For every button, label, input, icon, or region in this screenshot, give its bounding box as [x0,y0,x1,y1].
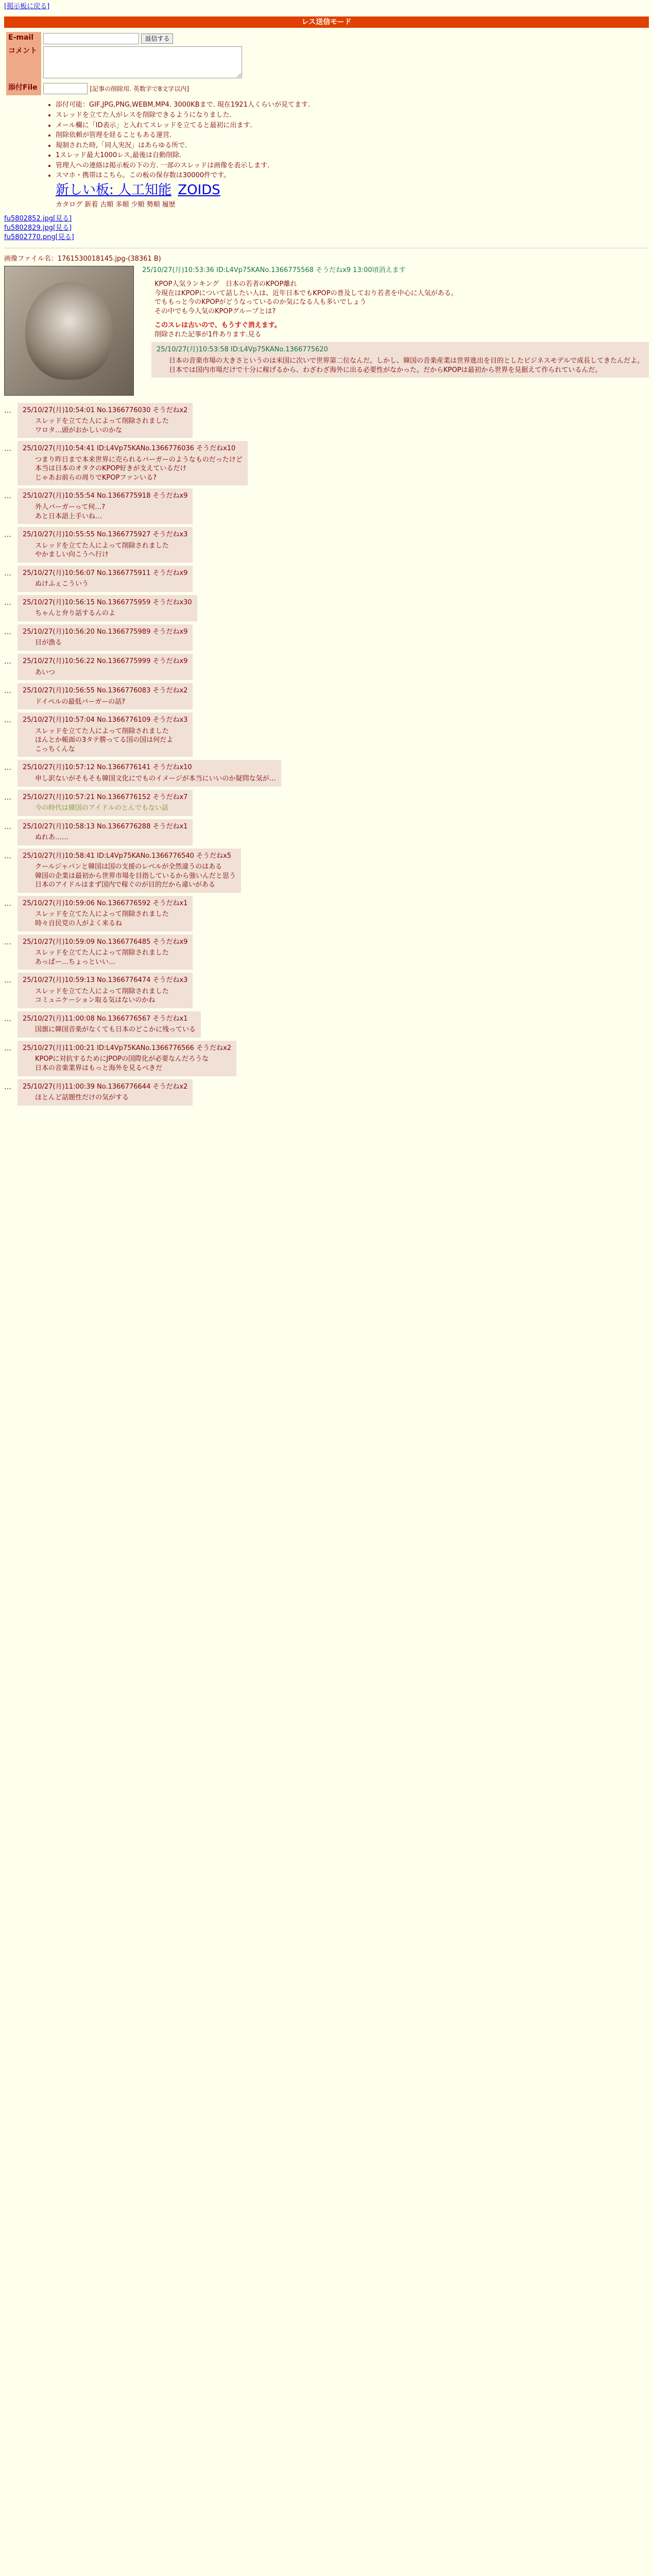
reply-box [18,790,193,816]
reply-dash: … [4,628,11,636]
reply-line: 時々自民党の人がよく来るね [35,919,123,927]
reply-dash: … [4,938,11,946]
reply-row [4,1079,649,1106]
reply-row [4,790,649,816]
reply-header: 25/10/27(月)10:59:13 No.1366776474 そうだねx3 [23,976,188,985]
file-link[interactable]: fu5802852.jpg[見る] [4,215,72,223]
reply-row [4,595,649,621]
category-link-ai[interactable]: 新しい板: 人工知能 [56,182,172,198]
reply-line: 国旗に韓国音楽がなくても日本のどこかに残っている [35,1026,196,1034]
reply-row [4,527,649,563]
reply-box [18,527,193,563]
op-line: 今現在はKPOPについて話したい人は、近年日本でもKPOPの普及しており若者を中心に人気がある。 [154,289,458,297]
reply-dash: … [4,1044,11,1053]
reply-dash: … [4,1014,11,1023]
file-links [4,214,649,242]
reply-box [18,566,193,592]
catalog-links[interactable]: カタログ 新着 古順 多順 少順 勢順 履歴 [56,200,176,209]
reply-row [4,441,649,485]
reply-header: 25/10/27(月)10:56:07 No.1366775911 そうだねx9 [23,569,188,577]
reply-dash: … [4,899,11,908]
rule-item: • 1スレッド最大1000レス,最後は自動削除. [56,151,649,160]
reply-box [18,654,193,680]
reply-dash: … [4,569,11,578]
op-quote-header: 25/10/27(月)10:53:58 ID:L4Vp75KANo.1366775620 [157,346,328,354]
reply-box [18,488,193,524]
reply-dash: … [4,822,11,831]
reply-box [18,1079,193,1106]
rule-item: • 添付可能：GIF,JPG,PNG,WEBM,MP4. 3000KBまで. 現在1921人くらいが見てます. [56,100,649,110]
reply-line: ほとんど話題性だけの気がする [35,1094,129,1102]
file-link[interactable]: fu5802829.jpg[見る] [4,224,72,232]
reply-dash: … [4,406,11,415]
reply-header: 25/10/27(月)10:56:55 No.1366776083 そうだねx2 [23,687,188,695]
deleted-note[interactable]: 削除された記事が1件あります.見る [154,330,262,338]
reply-dash: … [4,445,11,453]
reply-header: 25/10/27(月)10:57:04 No.1366776109 そうだねx3 [23,716,188,724]
reply-header: 25/10/27(月)10:57:12 No.1366776141 そうだねx10 [23,764,192,772]
reply-header: 25/10/27(月)10:55:54 No.1366775918 そうだねx9 [23,492,188,500]
op-line: KPOP人気ランキング 日本の若者のKPOP離れ [154,280,297,289]
reply-line: 本当は日本のオタクのKPOP好きが支えているだけ [35,465,187,473]
reply-line: 日本の音楽業界はもっと海外を見るべきだ [35,1064,163,1072]
reply-header: 25/10/27(月)11:00:08 No.1366776567 そうだねx1 [23,1014,188,1023]
expire-warning: このスレは古いので、もうすぐ消えます。 [154,321,281,330]
reply-line: スレッドを立てた人によって削除されました [35,727,169,735]
email-field[interactable] [43,33,139,44]
reply-line: じゃあお前らの周りでKPOPファンいる? [35,473,157,482]
reply-box [18,973,193,1008]
reply-dash: … [4,1082,11,1091]
reply-line: ほんとか帳面の3タテ勝ってる国の国は何だよ [35,736,174,744]
reply-line: ワロタ…頭がおかしいのかな [35,426,123,434]
op-thumbnail-image[interactable] [4,266,134,396]
reply-line: やかましい向こうへ行け [35,551,109,559]
reply-row [4,1041,649,1076]
reply-line: あいつ [35,668,56,676]
post-form [6,32,244,96]
reply-line: 今の時代は韓国のアイドルのとんでもない話 [35,804,168,812]
reply-box [18,896,193,931]
reply-line: こっちくんな [35,745,75,753]
reply-line: スレッドを立てた人によって削除されました [35,541,169,550]
reply-header: 25/10/27(月)11:00:39 No.1366776644 そうだねx2 [23,1082,188,1091]
reply-header: 25/10/27(月)10:59:09 No.1366776485 そうだねx9 [23,938,188,946]
reply-line: ドイベルの最低バーガーの話? [35,698,125,706]
reply-line: 申し訳ないがそもそも韓国文化にでものイメージが本当にいいのか疑問な気が… [35,774,276,783]
reply-row [4,488,649,524]
reply-line: ちゃんと弁り話するんのよ [35,609,116,618]
reply-box [18,403,193,438]
reply-line: スレッドを立てた人によって削除されました [35,910,169,919]
reply-header: 25/10/27(月)11:00:21 ID:L4Vp75KANo.1366776566 そうだねx2 [23,1044,232,1052]
reply-box [18,624,193,651]
reply-dash: … [4,492,11,501]
reply-dash: … [4,531,11,539]
op-quote-text: 日本の音楽市場の大きさというのは米国に次いで世界第二位なんだ。しかし、韓国の音楽産業は世界進出を目的としたビジネスモデルで成長してきたんだよ。日本では国内市場だけで十分に稼げるから、わざわざ海外に出る必要性がなかった。だからKPOPは最初から世界を見据えて作られているんだ。 [169,357,644,374]
reply-row [4,973,649,1008]
reply-box [18,441,248,485]
reply-header: 25/10/27(月)10:58:41 ID:L4Vp75KANo.1366776540 そうだねx5 [23,852,232,860]
reply-box [18,683,193,709]
delete-key-input[interactable] [43,83,88,94]
reply-box [18,713,193,757]
reply-row [4,713,649,757]
rules-list [35,100,649,209]
reply-line: スレッドを立てた人によって削除されました [35,949,169,957]
reply-row [4,624,649,651]
reply-dash: … [4,598,11,607]
reply-line: ぬけふぇこういう [35,580,89,588]
op-file-line: 画像ファイル名：1761530018145.jpg-(38361 B) [4,255,161,263]
reply-line: 日本のアイドルはまず国内で稼ぐのが目的だから違いがある [35,881,215,889]
category-line [56,181,649,199]
reply-header: 25/10/27(月)10:56:20 No.1366775989 そうだねx9 [23,628,188,636]
reply-header: 25/10/27(月)10:56:22 No.1366775999 そうだねx9 [23,657,188,666]
reply-line: コミュニケーション取る気はないのかね [35,996,156,1005]
reply-header: 25/10/27(月)10:55:55 No.1366775927 そうだねx3 [23,531,188,539]
reply-header: 25/10/27(月)10:59:06 No.1366776592 そうだねx1 [23,899,188,907]
reply-box [18,935,193,970]
send-button[interactable]: 返信する [141,33,173,44]
rule-item: • 削除依頼が管理を経ることもある運営. [56,131,649,140]
reply-box [18,1041,236,1076]
reply-line: あと日本語上手いね… [35,512,102,520]
reply-line: 目が漁る [35,639,62,647]
reply-row [4,683,649,709]
rule-item: • 管理人への連絡は掲示板の下の方. 一部のスレッドは画像を表示します. [56,161,649,171]
reply-line: スレッドを立てた人によって削除されました [35,417,169,426]
reply-row [4,819,649,845]
file-hint: [記事の削除用. 英数字で8文字以内] [90,85,190,93]
reply-box [18,760,281,786]
reply-dash: … [4,976,11,985]
file-label: 添付File [6,82,41,95]
reply-line: クールジャパンと韓国は国の支援のレベルが全然違うのはある [35,863,222,871]
rule-item: • スマホ・携帯はこちら。この板の保存数は30000件です。 [56,171,649,180]
op-body [142,266,649,396]
op-line: その中でも今人気のKPOPグループとは? [154,307,276,315]
reply-header: 25/10/27(月)10:57:21 No.1366776152 そうだねx7 [23,793,188,801]
reply-line: スレッドを立てた人によって削除されました [35,987,169,995]
back-to-board-link[interactable]: [掲示板に戻る] [4,3,50,10]
reply-dash: … [4,716,11,725]
reply-dash: … [4,764,11,772]
reply-row [4,760,649,786]
email-label: E-mail [6,32,41,45]
reply-header: 25/10/27(月)10:54:01 No.1366776030 そうだねx2 [23,406,188,414]
reply-header: 25/10/27(月)10:56:15 No.1366775959 そうだねx30 [23,598,192,606]
top-nav [4,2,649,11]
comment-textarea[interactable] [43,46,242,78]
reply-line: 外人バーガーって何…? [35,503,106,512]
reply-header: 25/10/27(月)10:58:13 No.1366776288 そうだねx1 [23,822,188,831]
reply-line: ぬれあ…… [35,834,69,842]
reply-dash: … [4,793,11,802]
reply-row [4,654,649,680]
reply-row [4,896,649,931]
rule-item: • スレッドを立てた人がレスを削除できるようになりました. [56,111,649,120]
reply-row [4,849,649,893]
reply-row [4,935,649,970]
reply-line: 韓国の企業は最初から世界市場を目指しているから強いんだと思う [35,872,236,880]
reply-dash: … [4,687,11,696]
reply-box [18,1011,201,1038]
reply-box [18,595,197,621]
reply-line: KPOPに対抗するためにJPOPの国際化が必要なんだろうな [35,1055,209,1063]
reply-list [4,403,649,1106]
op-line: でももっと今のKPOPがどうなっているのか気になる人も多いでしょう [154,298,367,307]
reply-row [4,566,649,592]
reply-box [18,849,241,893]
reply-header: 25/10/27(月)10:54:41 ID:L4Vp75KANo.1366776036 そうだねx10 [23,445,236,453]
mode-bar: レス送信モード [4,16,649,28]
reply-box [18,819,193,845]
reply-row [4,1011,649,1038]
reply-line: つまり昨日まで本来世界に売られるバーガーのようなものだったけど [35,455,243,464]
reply-dash: … [4,852,11,860]
op-quote-box [151,342,649,378]
reply-line: あっぱー…ちょっといい… [35,958,115,966]
reply-dash: … [4,657,11,666]
comment-label: コメント [6,45,41,82]
rule-item: • 規制された時,「同人実況」はあらゆる所で. [56,141,649,150]
category-link-zoids[interactable]: ZOIDS [178,182,220,198]
rule-item: • メール欄に「ID表示」と入れてスレッドを立てると最初に出ます. [56,121,649,130]
file-link[interactable]: fu5802770.png[見る] [4,233,74,241]
op-header: 25/10/27(月)10:53:36 ID:L4Vp75KANo.1366775568 そうだねx9 13:00頃消えます [142,266,406,274]
op-post [4,266,649,396]
reply-row [4,403,649,438]
